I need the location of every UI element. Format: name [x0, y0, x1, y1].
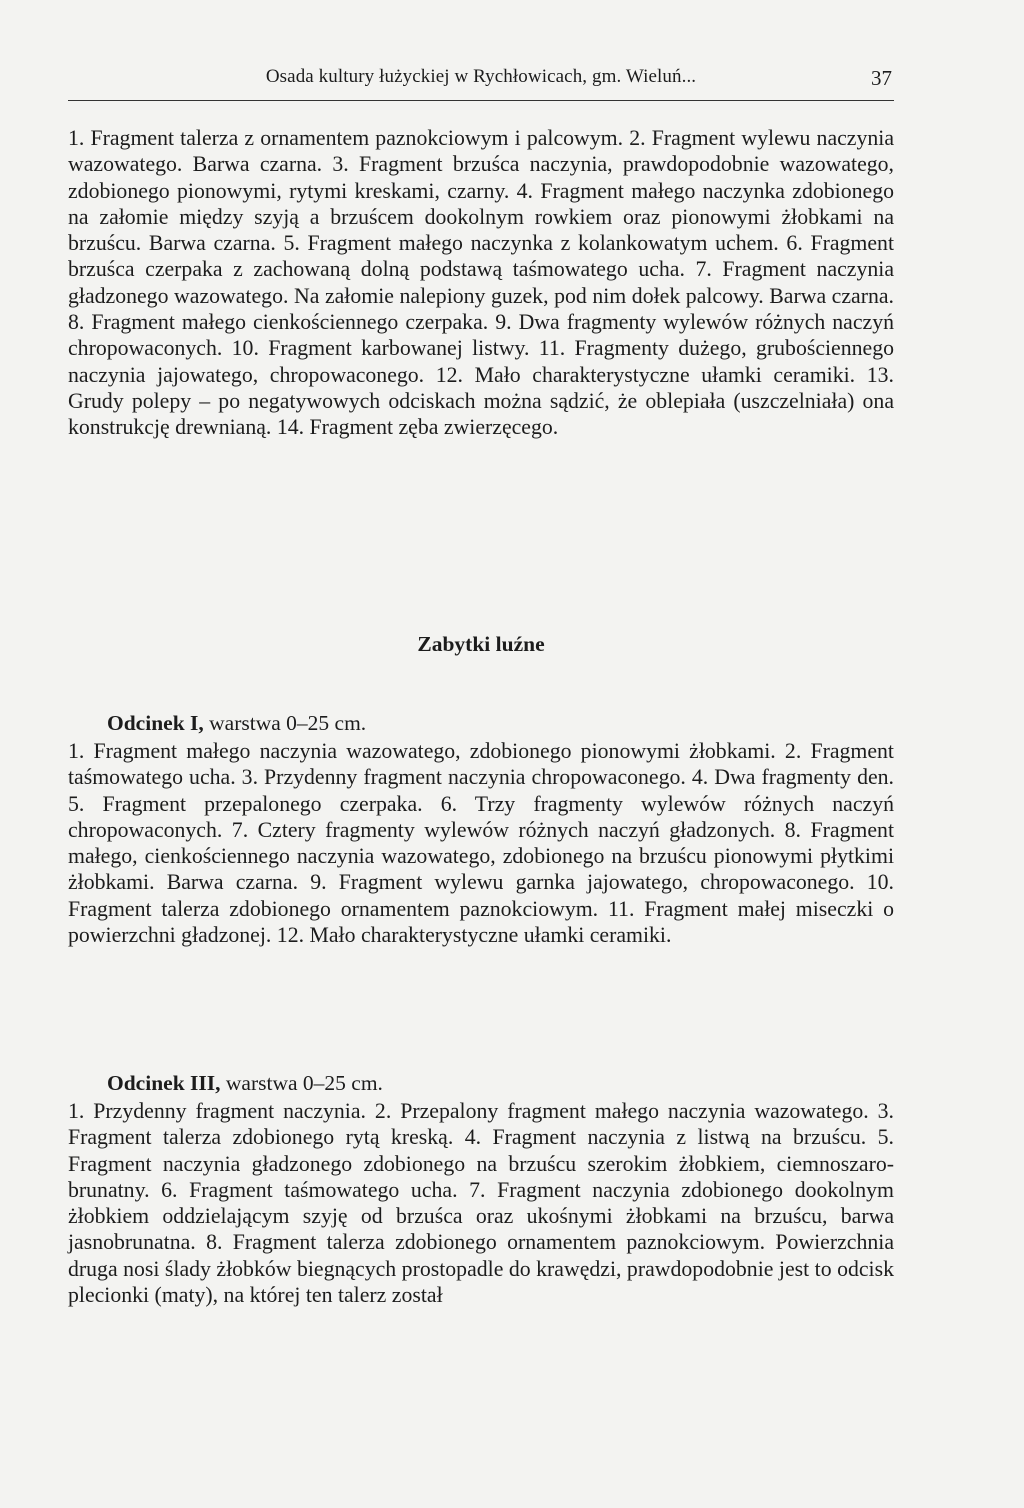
subsection-label: Odcinek III,	[107, 1071, 221, 1095]
page-number: 37	[871, 66, 892, 90]
subsection-layer: warstwa 0–25 cm.	[220, 1071, 383, 1095]
subsection-text-odcinek-3: 1. Przydenny fragment naczynia. 2. Przepalony fragment małego naczynia wazowatego. 3. Fragment talerza zdobionego rytą kreską. 4. Fragment naczynia z listwą na brzuścu. 5. Fragment naczynia gładzonego zdobionego na brzuścu szerokim żłobkiem, ciemnoszaro-brunatny. 6. Fragment taśmowatego ucha. 7. Fragment naczynia zdobionego dookolnym żłobkiem oddzielającym szyję od brzuśca oraz ukośnymi żłobkami na brzuścu, barwa jasnobrunatna. 8. Fragment talerza zdobionego ornamentem paznokciowym. Powierzchnia druga nosi ślady żłobków biegnących prostopadle do krawędzi, prawdopodobnie jest to odcisk plecionki (maty), na której ten talerz został	[68, 1099, 894, 1308]
subsection-heading-odcinek-3	[107, 1071, 383, 1096]
subsection-layer: warstwa 0–25 cm.	[203, 711, 367, 735]
subsection-heading-odcinek-1	[107, 711, 366, 736]
section-heading: Zabytki luźne	[417, 632, 545, 656]
subsection-text-odcinek-1: 1. Fragment małego naczynia wazowatego, zdobionego pionowymi żłobkami. 2. Fragment taśmowatego ucha. 3. Przydenny fragment naczynia chropowaconego. 4. Dwa fragmenty den. 5. Fragment przepalonego czerpaka. 6. Trzy fragmenty wylewów różnych naczyń chropowaconych. 7. Cztery fragmenty wylewów różnych naczyń gładzonych. 8. Fragment małego, cienkościennego naczynia wazowatego, zdobionego na brzuścu pionowymi płytkimi żłobkami. Barwa czarna. 9. Fragment wylewu garnka jajowatego, chropowaconego. 10. Fragment talerza zdobionego ornamentem paznokciowym. 11. Fragment małej miseczki o powierzchni gładzonej. 12. Mało charakterystyczne ułamki ceramiki.	[68, 739, 894, 948]
subsection-label: Odcinek I,	[107, 711, 204, 735]
running-title: Osada kultury łużyckiej w Rychłowicach, gm. Wieluń...	[265, 66, 697, 87]
page-header	[68, 66, 894, 101]
intro-paragraph: 1. Fragment talerza z ornamentem paznokciowym i palcowym. 2. Fragment wylewu naczynia wazowatego. Barwa czarna. 3. Fragment brzuśca naczynia, prawdopodobnie wazowatego, zdobionego pionowymi, rytymi kreskami, czarny. 4. Fragment małego naczynka zdobionego na załomie między szyją a brzuścem dookolnym rowkiem oraz pionowymi żłobkami na brzuścu. Barwa czarna. 5. Fragment małego naczynka z kolankowatym uchem. 6. Fragment brzuśca czerpaka z zachowaną dolną podstawą taśmowatego ucha. 7. Fragment naczynia gładzonego wazowatego. Na załomie nalepiony guzek, pod nim dołek palcowy. Barwa czarna. 8. Fragment małego cienkościennego czerpaka. 9. Dwa fragmenty wylewów różnych naczyń chropowaconych. 10. Fragment karbowanej listwy. 11. Fragmenty dużego, grubościennego naczynia jajowatego, chropowaconego. 12. Mało charakterystyczne ułamki ceramiki. 13. Grudy polepy – po negatywowych odciskach można sądzić, że oblepiała (uszczelniała) ona konstrukcję drewnianą. 14. Fragment zęba zwierzęcego.	[68, 126, 894, 440]
